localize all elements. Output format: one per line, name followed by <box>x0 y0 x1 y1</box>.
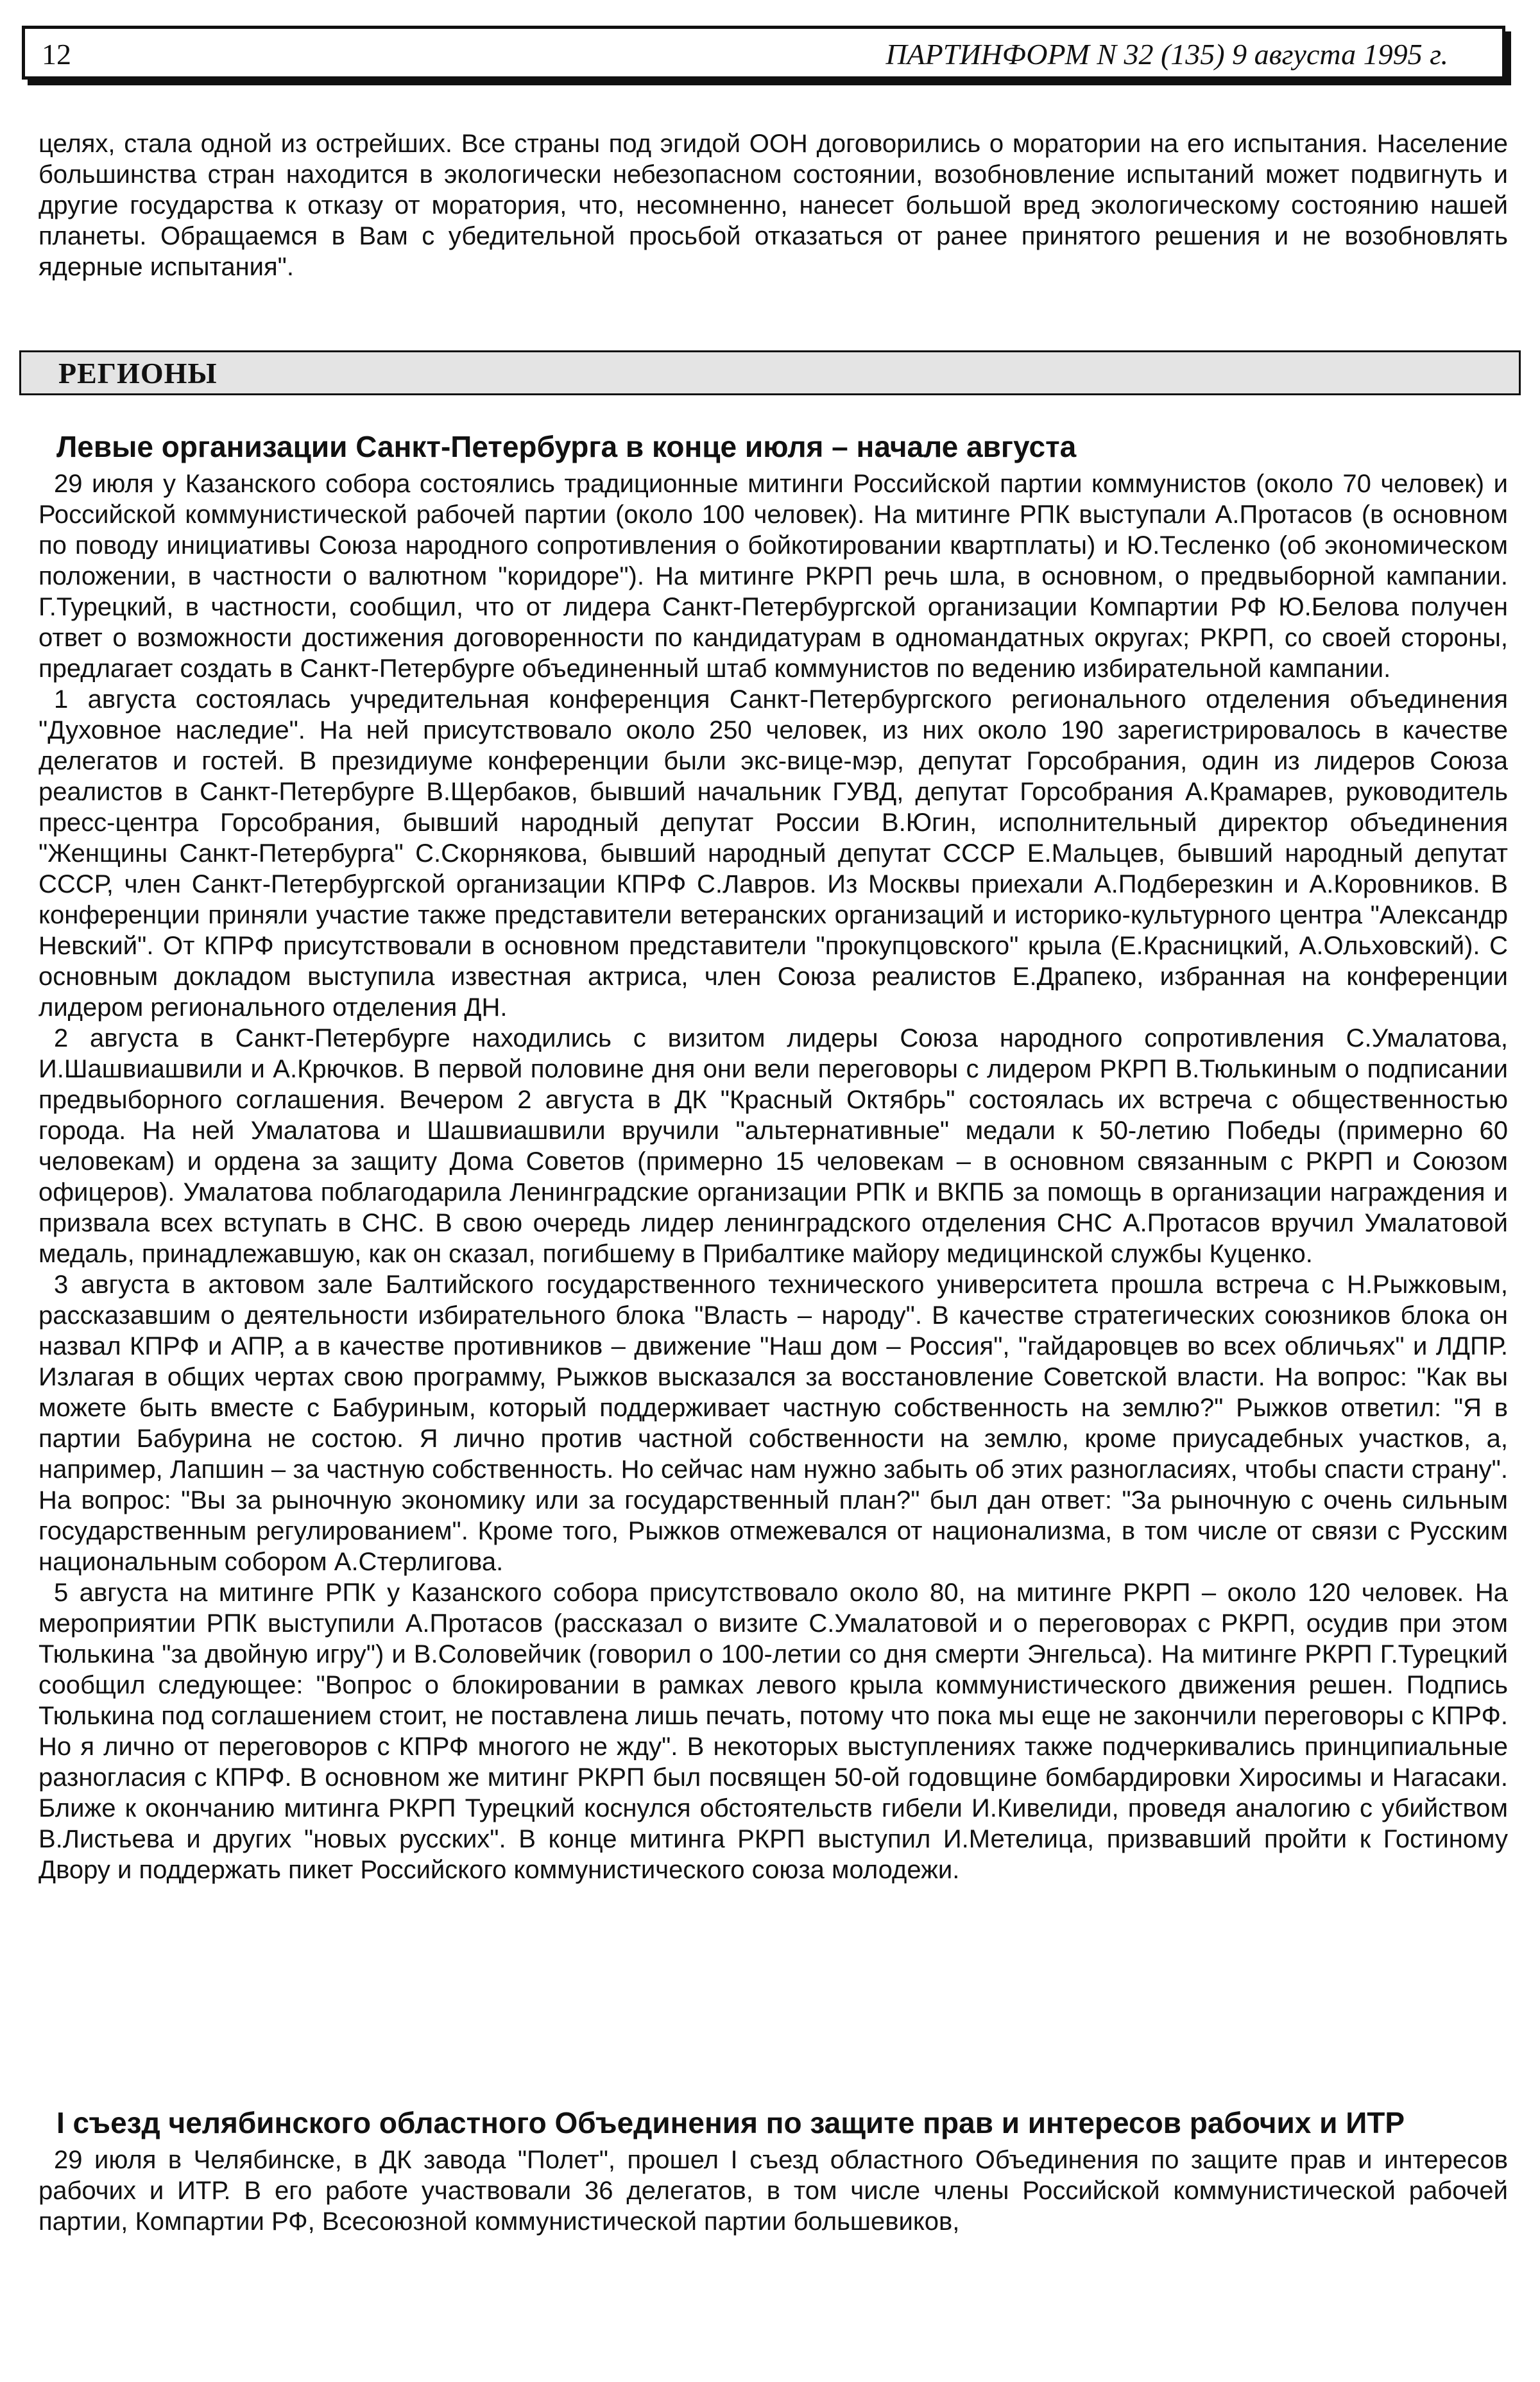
article-left-organizations <box>38 429 1508 1885</box>
paragraph: 29 июля в Челябинске, в ДК завода "Полет", прошел I съезд областного Объединения по защите прав и интересов рабочих и ИТР. В его работе участвовали 36 делегатов, в том числе члены Российской коммунистической рабочей партии, Компартии РФ, Всесоюзной коммунистической партии большевиков, <box>38 2146 1508 2236</box>
intro-text-block <box>38 128 1508 282</box>
section-header <box>19 350 1521 395</box>
paragraph: 1 августа состоялась учредительная конференция Санкт-Петербургского регионального отделения объединения "Духовное наследие". На ней присутствовало около 250 человек, из них около 190 зарегистрировалось в качестве делегатов и гостей. В президиуме конференции были экс-вице-мэр, депутат Горсобрания, один из лидеров Союза реалистов в Санкт-Петербурге В.Щербаков, бывший начальник ГУВД, депутат Горсобрания А.Крамарев, руководитель пресс-центра Горсобрания, бывший народный депутат России В.Югин, исполнительный директор объединения "Женщины Санкт-Петербурга" С.Скорнякова, бывший народный депутат СССР Е.Мальцев, бывший народный депутат СССР, член Санкт-Петербургской организации КПРФ С.Лавров. Из Москвы приехали А.Подберезкин и А.Коровников. В конференции приняли участие также представители ветеранских организаций и историко-культурного центра "Александр Невский". От КПРФ присутствовали в основном представители "прокупцовского" крыла (Е.Красницкий, А.Ольховский). С основным докладом выступила известная актриса, член Союза реалистов Е.Драпеко, избранная на конференции лидером регионального отделения ДН. <box>38 685 1508 1022</box>
section-title: РЕГИОНЫ <box>58 357 218 390</box>
article-chelyabinsk-congress <box>38 2105 1508 2237</box>
paragraph: целях, стала одной из острейших. Все страны под эгидой ООН договорились о моратории на его испытания. Население большинства стран находится в экологически небезопасном состоянии, возобновление испытаний может подвигнуть и другие государства к отказу от моратория, что, несомненно, нанесет большой вред экологическому состоянию нашей планеты. Обращаемся в Вам с убедительной просьбой отказаться от ранее принятого решения и не возобновлять ядерные испытания". <box>38 130 1508 281</box>
article-title: I съезд челябинского областного Объединения по защите прав и интересов рабочих и ИТР <box>56 2106 1405 2139</box>
paragraph: 3 августа в актовом зале Балтийского государственного технического университета прошла встреча с Н.Рыжковым, рассказавшим о деятельности избирательного блока "Власть – народу". В качестве стратегических союзников блока он назвал КПРФ и АПР, а в качестве противников – движение "Наш дом – Россия", "гайдаровцев во всех обличьях" и ЛДПР. Излагая в общих чертах свою программу, Рыжков высказался за восстановление Советской власти. На вопрос: "Как вы можете быть вместе с Бабуриным, который поддерживает частную собственность на землю?" Рыжков ответил: "Я в партии Бабурина не состою. Я лично против частной собственности на землю, кроме приусадебных участков, а, например, Лапшин – за частную собственность. Но сейчас нам нужно забыть об этих разногласиях, чтобы спасти страну". На вопрос: "Вы за рыночную экономику или за государственный план?" был дан ответ: "За рыночную с очень сильным государственным регулированием". Кроме того, Рыжков отмежевался от национализма, в том числе от связи с Русским национальным собором А.Стерлигова. <box>38 1271 1508 1576</box>
issue-title: ПАРТИНФОРМ N 32 (135) 9 августа 1995 г. <box>886 38 1448 71</box>
paragraph: 2 августа в Санкт-Петербурге находились с визитом лидеры Союза народного сопротивления С.Умалатова, И.Шашвиашвили и А.Крючков. В первой половине дня они вели переговоры с лидером РКРП В.Тюлькиным о подписании предвыборного соглашения. Вечером 2 августа в ДК "Красный Октябрь" состоялась их встреча с общественностью города. На ней Умалатова и Шашвиашвили вручили "альтернативные" медали к 50-летию Победы (примерно 60 человекам) и ордена за защиту Дома Советов (примерно 15 человекам – в основном связанным с РКРП и Союзом офицеров). Умалатова поблагодарила Ленинградские организации РПК и ВКПБ за помощь в организации награждения и призвала всех вступать в СНС. В свою очередь лидер ленинградского отделения СНС А.Протасов вручил Умалатовой медаль, принадлежавшую, как он сказал, погибшему в Прибалтике майору медицинской службы Куценко. <box>38 1024 1508 1268</box>
paragraph: 5 августа на митинге РПК у Казанского собора присутствовало около 80, на митинге РКРП – около 120 человек. На мероприятии РПК выступили А.Протасов (рассказал о визите С.Умалатовой и о переговорах с РКРП, осудив при этом Тюлькина "за двойную игру") и В.Соловейчик (говорил о 100-летии со дня смерти Энгельса). На митинге РКРП Г.Турецкий сообщил следующее: "Вопрос о блокировании в рамках левого крыла коммунистического движения решен. Подпись Тюлькина под соглашением стоит, не поставлена лишь печать, потому что пока мы еще не закончили переговоры с КПРФ. Но я лично от переговоров с КПРФ многого не жду". В некоторых выступлениях также подчеркивались принципиальные разногласия с КПРФ. В основном же митинг РКРП был посвящен 50-ой годовщине бомбардировки Хиросимы и Нагасаки. Ближе к окончанию митинга РКРП Турецкий коснулся обстоятельств гибели И.Кивелиди, проведя аналогию с убийством В.Листьева и других "новых русских". В конце митинга РКРП выступил И.Метелица, призвавший пройти к Гостиному Двору и поддержать пикет Российского коммунистического союза молодежи. <box>38 1579 1508 1884</box>
paragraph: 29 июля у Казанского собора состоялись традиционные митинги Российской партии коммунистов (около 70 человек) и Российской коммунистической рабочей партии (около 100 человек). На митинге РПК выступали А.Протасов (в основном по поводу инициативы Союза народного сопротивления о бойкотировании квартплаты) и Ю.Тесленко (об экономическом положении, в частности о валютном "коридоре"). На митинге РКРП речь шла, в основном, о предвыборной кампании. Г.Турецкий, в частности, сообщил, что от лидера Санкт-Петербургской организации Компартии РФ Ю.Белова получен ответ о возможности достижения договоренности по кандидатурам в одномандатных округах; РКРП, со своей стороны, предлагает создать в Санкт-Петербурге объединенный штаб коммунистов по ведению избирательной кампании. <box>38 470 1508 683</box>
article-title: Левые организации Санкт-Петербурга в конце июля – начале августа <box>56 430 1077 463</box>
page-header <box>22 26 1505 80</box>
page-number: 12 <box>42 38 71 71</box>
